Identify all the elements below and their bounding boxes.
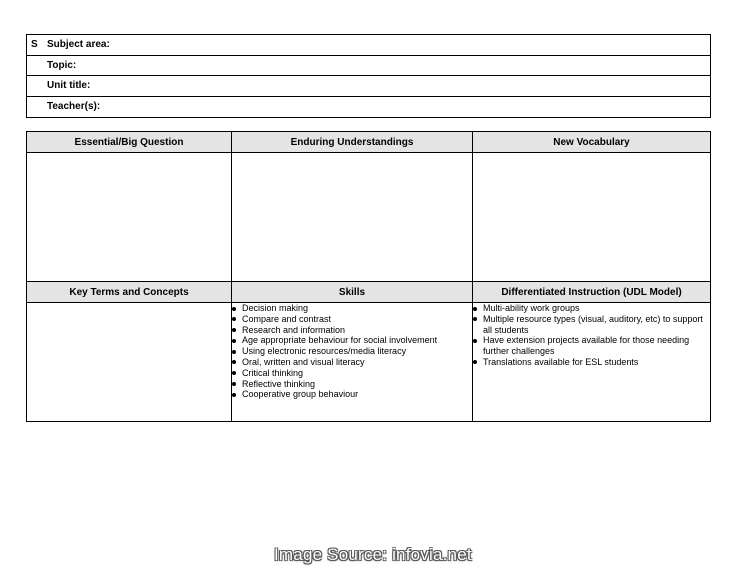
cell-new-vocabulary	[473, 153, 710, 282]
header-essential-big-question: Essential/Big Question	[27, 132, 232, 153]
list-item: Critical thinking	[232, 368, 472, 379]
unit-plan-table	[26, 131, 711, 422]
info-row-unit-title	[27, 76, 710, 97]
list-item: Cooperative group behaviour	[232, 389, 472, 400]
header-key-terms-concepts: Key Terms and Concepts	[27, 282, 232, 303]
header-differentiated-instruction: Differentiated Instruction (UDL Model)	[473, 282, 710, 303]
info-row-teachers	[27, 97, 710, 118]
unit-info-table	[26, 34, 711, 118]
info-label-subject-area: Subject area:	[47, 39, 110, 51]
skills-list	[232, 303, 472, 400]
header-enduring-understandings: Enduring Understandings	[232, 132, 473, 153]
list-item: Compare and contrast	[232, 314, 472, 325]
list-item: Have extension projects available for those needing further challenges	[473, 335, 710, 357]
list-item: Decision making	[232, 303, 472, 314]
list-item: Multi-ability work groups	[473, 303, 710, 314]
header-new-vocabulary: New Vocabulary	[473, 132, 710, 153]
cell-skills	[232, 303, 473, 421]
list-item: Reflective thinking	[232, 379, 472, 390]
info-row-subject-area	[27, 35, 710, 56]
info-label-unit-title: Unit title:	[47, 80, 91, 92]
image-source-watermark: Image Source: infovia.net	[274, 545, 472, 564]
info-label-teachers: Teacher(s):	[47, 101, 101, 113]
info-row-topic	[27, 56, 710, 77]
cell-enduring-understandings	[232, 153, 473, 282]
info-label-topic: Topic:	[47, 59, 77, 71]
list-item: Translations available for ESL students	[473, 357, 710, 368]
list-item: Using electronic resources/media literacy	[232, 346, 472, 357]
udl-list	[473, 303, 710, 368]
list-item: Multiple resource types (visual, auditory, etc) to support all students	[473, 314, 710, 336]
header-skills: Skills	[232, 282, 473, 303]
info-prefix: S	[31, 39, 38, 51]
cell-essential-big-question	[27, 153, 232, 282]
cell-key-terms-concepts	[27, 303, 232, 421]
list-item: Age appropriate behaviour for social involvement	[232, 335, 472, 346]
list-item: Oral, written and visual literacy	[232, 357, 472, 368]
cell-differentiated-instruction	[473, 303, 710, 421]
list-item: Research and information	[232, 325, 472, 336]
